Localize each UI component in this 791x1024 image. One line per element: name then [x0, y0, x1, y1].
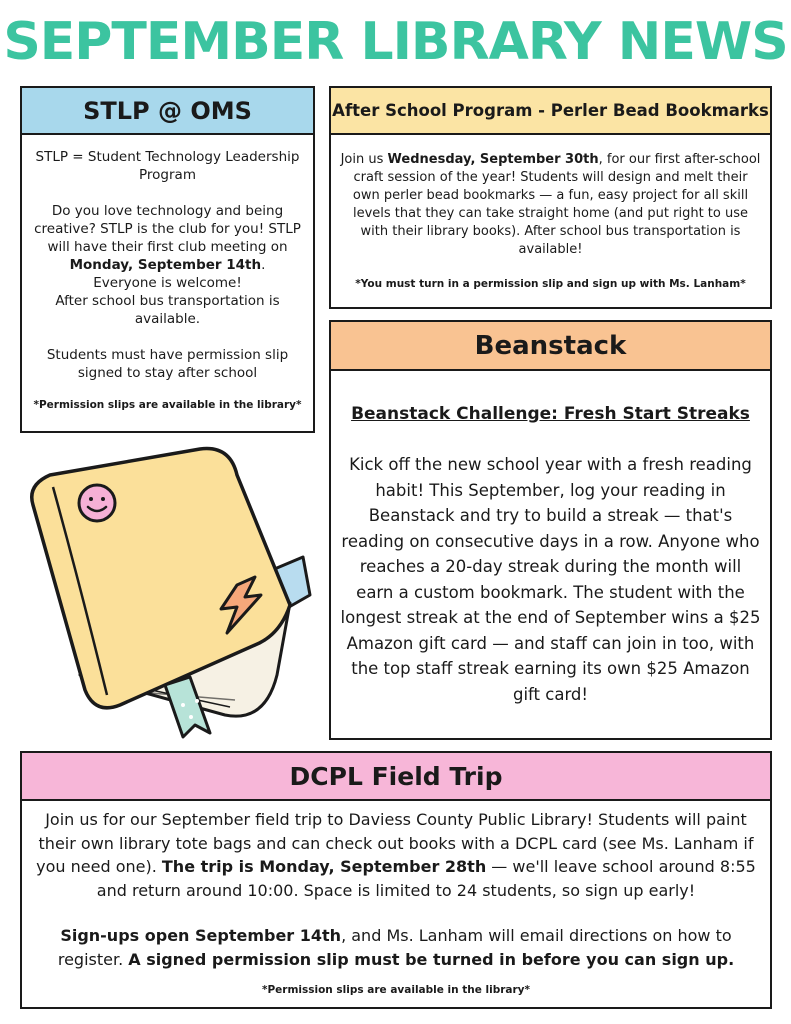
page-title: SEPTEMBER LIBRARY NEWS [3, 12, 788, 72]
stlp-welcome: Everyone is welcome! [93, 275, 242, 291]
dcpl-header-label: DCPL Field Trip [289, 761, 503, 791]
stlp-header-label: STLP @ OMS [83, 96, 252, 125]
dcpl-header [20, 751, 772, 801]
stlp-body [30, 148, 305, 414]
stlp-definition: STLP = Student Technology Leadership Program [35, 149, 300, 183]
stlp-paragraph: Do you love technology and being creative? STLP is the club for you! STLP will have their first club meeting on Monday, September 14th. [34, 203, 301, 273]
dcpl-body [28, 808, 764, 1003]
stlp-transportation: After school bus transportation is available. [55, 293, 280, 327]
stlp-permission: Students must have permission slip signed to stay after school [46, 347, 289, 381]
dcpl-paragraph: Join us for our September field trip to Daviess County Public Library! Students will paint their own library tote bags and can check out books with a DCPL card (see Ms. Lanham if you need one). The trip is Monday, September 28th — we'll leave school around 8:55 and return around 10:00. Space is limited to 24 students, so sign up early! [36, 810, 756, 900]
stlp-note: *Permission slips are available in the library* [33, 399, 302, 411]
after-school-paragraph: Join us Wednesday, September 30th, for our first after-school craft session of the year! Students will design and melt their own perler bead bookmarks — a fun, easy project for all skill levels that they can take straight home (and put right to use with their library books). After school bus transportation is available! [340, 152, 761, 257]
beanstack-description: Kick off the new school year with a fresh reading habit! This September, log your reading in Beanstack and try to build a streak — that's reading on consecutive days in a row. Anyone who reaches a 20-day streak during the month will earn a custom bookmark. The student with the longest streak at the end of September wins a $25 Amazon gift card — and staff can join in too, with the top staff streak earning its own $25 Amazon gift card! [340, 455, 761, 704]
book-icon [25, 445, 315, 740]
after-school-header-label: After School Program - Perler Bead Bookmarks [332, 101, 769, 120]
after-school-note: *You must turn in a permission slip and sign up with Ms. Lanham* [355, 278, 746, 290]
dcpl-note: *Permission slips are available in the library* [261, 984, 531, 996]
beanstack-body [339, 402, 762, 707]
dcpl-signup: Sign-ups open September 14th, and Ms. Lanham will email directions on how to register. A signed permission slip must be turned in before you can sign up. [57, 926, 735, 969]
beanstack-subtitle: Beanstack Challenge: Fresh Start Streaks [351, 404, 750, 424]
beanstack-header [329, 320, 772, 371]
stlp-header [20, 86, 315, 135]
after-school-header [329, 86, 772, 135]
after-school-body [339, 151, 762, 293]
beanstack-header-label: Beanstack [474, 330, 627, 361]
